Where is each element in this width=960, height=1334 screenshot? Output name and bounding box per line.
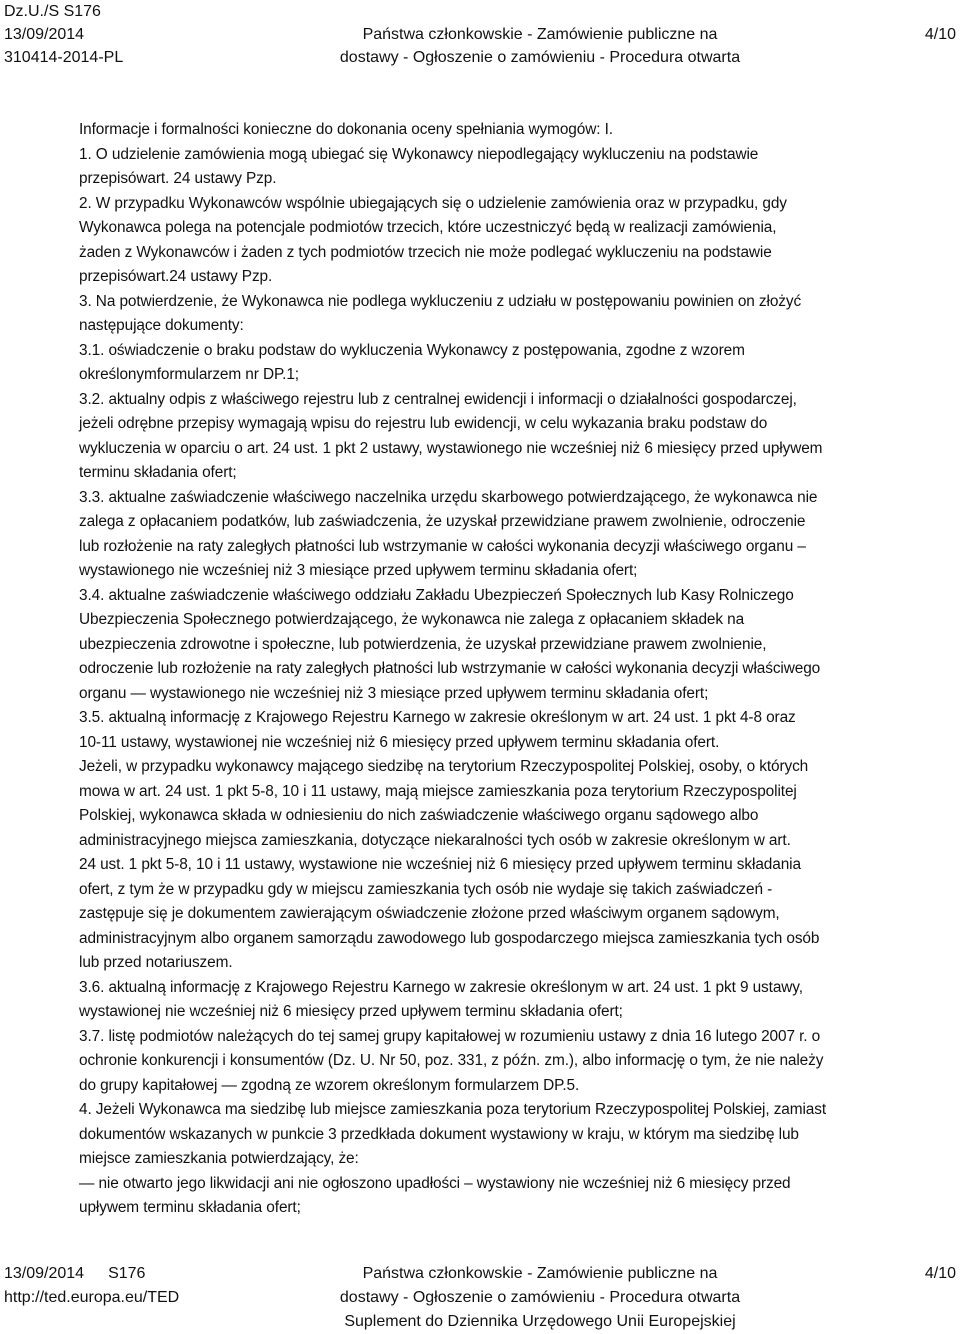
header-page-number: 4/10 [924,26,956,43]
footer-title-line3: Suplement do Dziennika Urzędowego Unii Europejskiej [344,1313,736,1330]
body-line: 3.5. aktualną informację z Krajowego Rejestru Karnego w zakresie określonym w art. 24 ust. 1 pkt 4-8 oraz [79,709,796,726]
body-line: administracyjnego miejsca zamieszkania, dotyczące niekaralności tych osób w zakresie określonym w art. [79,831,791,849]
body-line: żaden z Wykonawców i żaden z tych podmiotów trzecich nie może podlegać wykluczeniu na podstawie [79,243,772,261]
body-line: 3.3. aktualne zaświadczenie właściwego naczelnika urzędu skarbowego potwierdzającego, że wykonawca nie [79,488,818,506]
body-line: 1. O udzielenie zamówienia mogą ubiegać się Wykonawcy niepodlegający wykluczeniu na podstawie [79,145,759,163]
body-line: wystawionego nie wcześniej niż 3 miesiące przed upływem terminu składania ofert; [79,562,638,579]
body-line: Polskiej, wykonawca składa w odniesieniu do nich zaświadczenie właściwego organu sądowego albo [79,807,759,824]
body-line: jeżeli odrębne przepisy wymagają wpisu do rejestru lub ewidencji, w celu wykazania braku podstaw do [79,415,768,432]
body-line: lub przed notariuszem. [79,954,233,971]
header-center [300,23,780,69]
body-line: do grupy kapitałowej — zgodną ze wzorem określonym formularzem DP.5. [79,1076,580,1094]
body-line: 2. W przypadku Wykonawców wspólnie ubiegających się o udzielenie zamówienia oraz w przypadku, gdy [79,194,787,212]
body-line: — nie otwarto jego likwidacji ani nie ogłoszono upadłości – wystawiony nie wcześniej niż 6 miesięcy przed [79,1174,791,1192]
body-line: zastępuje się je dokumentem zawierającym oświadczenie złożone przed właściwym organem sądowym, [79,905,780,922]
body-line: dokumentów wskazanych w punkcie 3 przedkłada dokument wystawiony w kraju, w którym ma siedzibę lub [79,1125,799,1143]
footer-title-line1: Państwa członkowskie - Zamówienie publiczne na [362,1265,718,1282]
body-line: 3.6. aktualną informację z Krajowego Rejestru Karnego w zakresie określonym w art. 24 ust. 1 pkt 9 ustawy, [79,978,803,996]
body-line: 3.4. aktualne zaświadczenie właściwego oddziału Zakładu Ubezpieczeń Społecznych lub Kasy Rolniczego [79,586,794,604]
body-line: 10-11 ustawy, wystawionej nie wcześniej niż 6 miesięcy przed upływem terminu składania ofert. [79,733,720,751]
body-line: przepisówart.24 ustawy Pzp. [79,268,273,285]
body-line: 3. Na potwierdzenie, że Wykonawca nie podlega wykluczeniu z udziału w postępowaniu powinien on złożyć [79,292,802,310]
body-line: miejsce zamieszkania potwierdzający, że: [79,1150,359,1167]
body-line: wystawionej nie wcześniej niż 6 miesięcy przed upływem terminu składania ofert; [79,1003,623,1020]
body-line: ubezpieczenia zdrowotne i społeczne, lub potwierdzenia, że uzyskał przewidziane prawem zwolnienie, [79,635,767,653]
body-line: terminu składania ofert; [79,464,237,481]
footer-title-line2: dostawy - Ogłoszenie o zamówieniu - Procedura otwarta [339,1289,741,1306]
body-line: 3.1. oświadczenie o braku podstaw do wykluczenia Wykonawcy z postępowania, zgodne z wzorem [79,341,745,359]
page-footer [0,1262,960,1334]
body-line: Jeżeli, w przypadku wykonawcy mającego siedzibę na terytorium Rzeczypospolitej Polskiej, osoby, o których [79,758,809,775]
body-line: 3.7. listę podmiotów należących do tej samej grupy kapitałowej w rozumieniu ustawy z dnia 16 lutego 2007 r. o [79,1027,821,1045]
footer-page-number: 4/10 [924,1265,956,1282]
body-line: ochronie konkurencji i konsumentów (Dz. U. Nr 50, poz. 331, z późn. zm.), albo informację o tym, że nie należy [79,1052,824,1069]
header-journal-ref: Dz.U./S S176 [4,3,101,20]
body-line: Ubezpieczenia Społecznego potwierdzającego, że wykonawca nie zalega z opłacaniem składek na [79,611,745,628]
body-line: 4. Jeżeli Wykonawca ma siedzibę lub miejsce zamieszkania poza terytorium Rzeczypospolitej Polskiej, zamiast [79,1101,827,1118]
body-line: mowa w art. 24 ust. 1 pkt 5-8, 10 i 11 ustawy, mają miejsce zamieszkania poza terytorium Rzeczypospolitej [79,782,797,800]
footer-date: 13/09/2014 [4,1265,85,1282]
body-line: Informacje i formalności konieczne do dokonania oceny spełniania wymogów: I. [79,121,613,138]
body-line: ofert, z tym że w przypadku gdy w miejscu zamieszkania tych osób nie wydaje się takich zaświadczeń - [79,880,773,898]
document-body [79,118,951,1221]
body-line: przepisówart. 24 ustawy Pzp. [79,170,277,187]
body-line: określonymformularzem nr DP.1; [79,366,299,383]
header-title-line2: dostawy - Ogłoszenie o zamówieniu - Procedura otwarta [339,49,741,66]
footer-left [4,1262,179,1310]
body-line: organu — wystawionego nie wcześniej niż 3 miesiące przed upływem terminu składania ofert; [79,684,709,702]
header-notice-id: 310414-2014-PL [4,49,124,66]
body-line: następujące dokumenty: [79,317,244,334]
footer-url[interactable]: http://ted.europa.eu/TED [4,1289,180,1306]
header-title-line1: Państwa członkowskie - Zamówienie publiczne na [362,26,718,43]
body-line: odroczenie lub rozłożenie na raty zaległych płatności lub wstrzymanie w całości wykonania decyzji właściwego [79,660,821,677]
header-left [4,0,123,69]
body-line: Wykonawca polega na potencjale podmiotów trzecich, które uczestniczyć będą w realizacji zamówienia, [79,219,777,236]
body-line: administracyjnym albo organem samorządu zawodowego lub gospodarczego miejsca zamieszkania tych osób [79,929,820,947]
body-line: wykluczenia w oparciu o art. 24 ust. 1 pkt 2 ustawy, wystawionego nie wcześniej niż 6 miesięcy przed upływem [79,439,823,457]
footer-issue: S176 [108,1265,146,1282]
body-line: upływem terminu składania ofert; [79,1199,301,1216]
header-date: 13/09/2014 [4,26,85,43]
body-line: 3.2. aktualny odpis z właściwego rejestru lub z centralnej ewidencji i informacji o działalności gospodarczej, [79,390,797,408]
body-line: zalega z opłacaniem podatków, lub zaświadczenia, że uzyskał przewidziane prawem zwolnienie, odroczenie [79,513,806,530]
footer-center [300,1262,780,1334]
body-line: 24 ust. 1 pkt 5-8, 10 i 11 ustawy, wystawione nie wcześniej niż 6 miesięcy przed upływem terminu składania [79,856,801,873]
body-line: lub rozłożenie na raty zaległych płatności lub wstrzymanie w całości wykonania decyzji właściwego organu – [79,537,806,555]
